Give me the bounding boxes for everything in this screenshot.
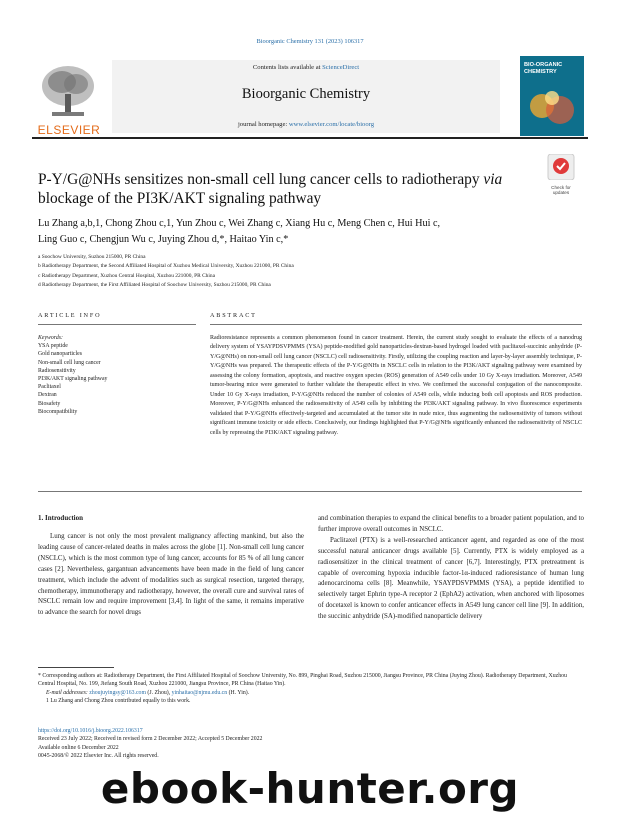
abstract-text: Radioresistance represents a common phenomenon found in cancer treatment. Herein, the current study sought to evaluate the effects of a nanodrug delivery system of YSAYPDSVPMMS (YSA) peptide-modified gold nanoparticles-dextran-based hydrogel loaded with paclitaxel-succinic anhydride (P-Y/G@NHs) on non-small cell lung cancer (NSCLC) cell radiosensitivity. Firstly, utilizing the coupling reaction and layer-by-layer assembly technique, P-Y/G@NHs was prepared. The therapeutic effects of the P-Y/G@NHs in NSCLC cells in relation to the PI3K/AKT signaling pathway were examined by assessing the colony formation, apoptosis, and reactive oxygen species (ROS) generation of A549 cells under 10 Gy X-rays irradiation. Moreover, A549 tumor-bearing mice were generated to further validate the therapeutic effect in vivo. We confirmed the successful conjugation of the nanocomposite. Under 10 Gy X-rays irradiation, P-Y/G@NHs reduced the number of colonies of A549 cells, while inducing both cell apoptosis and ROS production. Moreover, P-Y/G@NHs enhanced the radiosensitivity of A549 cells by inhibiting the PI3K/AKT signaling pathway. In vivo fluorescence experiments validated that P-Y/G@NHs effectively-targeted and accumulated at the tumor site in nude mice, thus augmenting the radiosensitivity of tumors without significant immune toxicity or side effects. Conclusively, our findings highlighted that P-Y/G@NHs significantly enhanced the radiosensitivity of NSCLC cells by repressing the PI3K/AKT signaling pathway. bbox=[210, 335, 582, 436]
author-list bbox=[38, 216, 578, 248]
keyword: Non-small cell lung cancer bbox=[38, 359, 101, 366]
authors-line-1: Lu Zhang a,b,1, Chong Zhou c,1, Yun Zhou c, Wei Zhang c, Xiang Hu c, Meng Chen c, Hui Hui c, bbox=[38, 218, 441, 229]
intro-right-column bbox=[318, 514, 584, 623]
article-metadata bbox=[38, 727, 584, 761]
email-label: E-mail addresses: bbox=[46, 689, 90, 696]
crossmark-icon bbox=[544, 154, 578, 180]
received-dates: Received 23 July 2022; Received in revised form 2 December 2022; Accepted 5 December 2022 bbox=[38, 736, 263, 743]
equal-contribution-note: 1 Lu Zhang and Chong Zhou contributed equally to this work. bbox=[46, 698, 191, 705]
cover-art bbox=[524, 84, 580, 132]
journal-cover[interactable] bbox=[520, 56, 584, 136]
footnote-rule bbox=[38, 667, 114, 668]
authors-line-2: Ling Guo c, Chengjun Wu c, Juying Zhou d,*, Haitao Yin c,* bbox=[38, 234, 289, 245]
abstract-bottom-rule bbox=[38, 491, 582, 492]
title-italic-via: via bbox=[483, 171, 503, 188]
title-part-1: P-Y/G@NHs sensitizes non-small cell lung cancer cells to radiotherapy bbox=[38, 171, 484, 188]
contents-prefix: Contents lists available at bbox=[252, 64, 323, 71]
contents-line bbox=[112, 64, 500, 71]
keyword: Radiosensitivity bbox=[38, 367, 76, 374]
affiliation-a: a Soochow University, Suzhou 215000, PR China bbox=[38, 254, 146, 260]
keywords-block bbox=[38, 334, 196, 416]
article-info-heading: ARTICLE INFO bbox=[38, 312, 102, 319]
crossmark-label: Check for updates bbox=[551, 185, 571, 195]
right-col-paragraph-1: and combination therapies to expand the clinical benefits to a broader patient population, and to further improve overall outcomes in NSCLC. bbox=[318, 515, 584, 533]
sciencedirect-link[interactable]: ScienceDirect bbox=[322, 64, 360, 71]
keyword: PI3K/AKT signaling pathway bbox=[38, 376, 108, 383]
abstract-heading: ABSTRACT bbox=[210, 312, 257, 319]
copyright: 0045-2068/© 2022 Elsevier Inc. All rights reserved. bbox=[38, 753, 159, 760]
abstract-rule bbox=[210, 324, 582, 325]
doi-link[interactable]: https://doi.org/10.1016/j.bioorg.2022.106317 bbox=[38, 728, 143, 734]
homepage-link[interactable]: www.elsevier.com/locate/bioorg bbox=[288, 121, 375, 128]
publisher-name: ELSEVIER bbox=[37, 123, 101, 137]
corresponding-authors-note: * Corresponding authors at: Radiotherapy Department, the First Affiliated Hospital of Soochow University, No. 899, Pinghai Road, Suzhou 215000, Jiangsu Province, PR China (Juying Zhou). Radiotherapy Department, Xuzhou Central Hospital, No. 199, Jiefang South Road, Xuzhou 221000, Jiangsu Province, PR China (Haitao Yin). bbox=[38, 673, 567, 688]
running-head[interactable]: Bioorganic Chemistry 131 (2023) 106317 bbox=[256, 38, 364, 45]
check-for-updates-badge[interactable] bbox=[544, 154, 578, 195]
affiliation-d: d Radiotherapy Department, the First Affiliated Hospital of Soochow University, Suzhou 215000, PR China bbox=[38, 282, 271, 289]
keyword: Biosafety bbox=[38, 400, 61, 407]
email-yin-name: (H. Yin). bbox=[227, 689, 250, 696]
keyword: Paclitaxel bbox=[38, 384, 61, 391]
journal-homepage bbox=[112, 121, 500, 128]
keyword: Dextran bbox=[38, 392, 57, 399]
introduction-heading: 1. Introduction bbox=[38, 514, 83, 522]
footnotes bbox=[38, 672, 584, 706]
affiliations bbox=[38, 253, 578, 291]
affiliation-c: c Radiotherapy Department, Xuzhou Central Hospital, Xuzhou 221000, PR China bbox=[38, 272, 215, 279]
keywords-label: Keywords: bbox=[38, 335, 63, 341]
email-zhou-name: (J. Zhou), bbox=[145, 689, 172, 696]
article-info-rule bbox=[38, 324, 196, 325]
keyword: Gold nanoparticles bbox=[38, 351, 82, 358]
affiliation-b: b Radiotherapy Department, the Second Affiliated Hospital of Xuzhou Medical University, Xuzhou 221000, PR China bbox=[38, 263, 294, 270]
email-addresses bbox=[38, 689, 584, 697]
right-col-paragraph-2: Paclitaxel (PTX) is a well-researched anticancer agent, and regarded as one of the most successful natural anticancer drugs available [5]. Currently, PTX is widely employed as a radiosensitizer in the clinical treatment of cancer [6,7]. Interestingly, PTX pretreatment is capable of overcoming hypoxia inducible factor-1α-induced radioresistance of human lung adenocarcinoma cells [8]. Meanwhile, YSAYPDSVPMMS (YSA), a peptide identified to selectively target Ephrin type-A receptor 2 (EphA2) activation, when anchored with liposomes of docetaxel is known to confer anticancer effects in A549 lung cancer cell line [9]. In addition, the succinic anhydride (SA)-modified nanoparticle delivery bbox=[318, 536, 584, 621]
watermark-text: ebook-hunter.org bbox=[100, 764, 520, 813]
email-link-yin[interactable]: yinhaitao@njmu.edu.cn bbox=[171, 689, 228, 696]
email-link-zhou[interactable]: zhoujuyingsy@163.com bbox=[89, 689, 146, 696]
available-online: Available online 6 December 2022 bbox=[38, 744, 119, 751]
intro-left-column: Lung cancer is not only the most prevalent malignancy affecting mankind, but also the leading cause of cancer-related deaths in males across the globe [1]. Non-small cell lung cancer (NSCLC), which is the most common type of lung cancer, accounts for 85 % of all lung cancer cases [2]. Nevertheless, gargantuan advancements have been made in the field of lung cancer treatment, which include the advent of modalities such as surgical resection, targeted therapy, chemotherapy, immunotherapy and radiotherapy, however, the overall cure and survival rates of NSCLC remain low and require improvement [3,4]. In light of the same, it remains imperative to advance the search for novel drugs bbox=[38, 533, 304, 617]
cover-title: BIO-ORGANIC CHEMISTRY bbox=[524, 62, 563, 75]
homepage-prefix: journal homepage: bbox=[237, 121, 289, 128]
journal-title: Bioorganic Chemistry bbox=[241, 86, 371, 102]
article-title bbox=[38, 170, 508, 208]
keyword: YSA peptide bbox=[38, 343, 68, 350]
title-part-2: blockage of the PI3K/AKT signaling pathway bbox=[38, 190, 322, 207]
header-rule bbox=[32, 137, 588, 139]
keyword: Biocompatibility bbox=[38, 408, 78, 415]
